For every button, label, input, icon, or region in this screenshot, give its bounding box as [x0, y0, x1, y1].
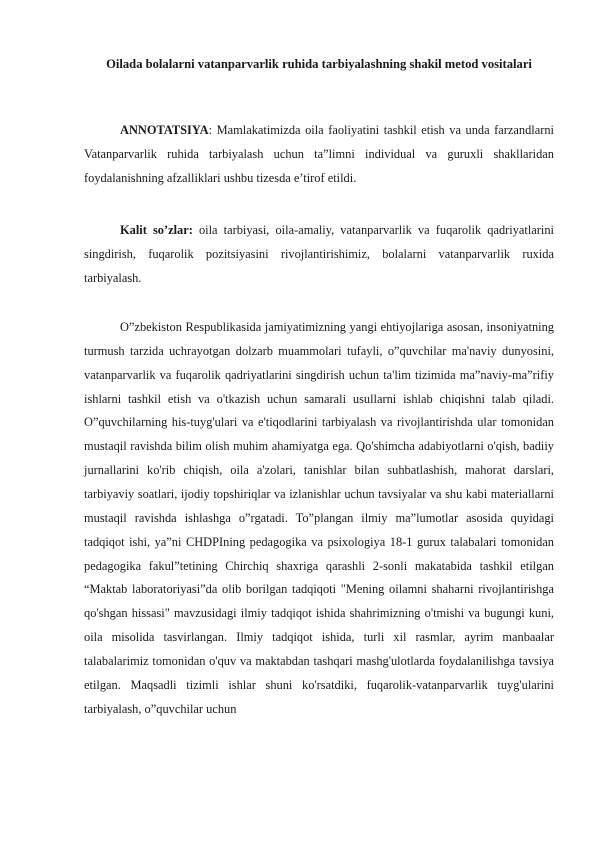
keywords-text: oila tarbiyasi, oila-amaliy, vatanparvarlik va fuqarolik qadriyatlarini singdirish, fuqarolik pozitsiyasini rivojlantirishimiz, bolalarni vatanparvarlik ruxida tarbiyalash. — [84, 223, 555, 286]
abstract-text: : Mamlakatimizda oila faoliyatini tashkil etish va unda farzandlarni Vatanparvarlik ruhida tarbiyalash uchun ta”limni individual va guruxli shakllaridan foydalanishning afzalliklari ushbu tizesda e’tirof etildi. — [84, 123, 554, 186]
body-section — [84, 316, 554, 722]
keywords-label: Kalit so’zlar: — [120, 223, 193, 237]
keywords-paragraph — [84, 218, 554, 290]
abstract-paragraph — [84, 118, 554, 190]
abstract-section — [84, 118, 554, 190]
keywords-section — [84, 218, 554, 290]
body-paragraph: O”zbekiston Respublikasida jamiyatimizning yangi ehtiyojlariga asosan, insoniyatning turmush tarzida uchrayotgan dolzarb muammolari tufayli, o”quvchilar ma'naviy dunyosini, vatanparvarlik va fuqarolik qadriyatlarini singdirish uchun ta'lim tizimida ma”naviy-ma”rifiy ishlarni tashkil etish va o'tkazish uchun samarali usullarni ishlab chiqishni talab qiladi. O”quvchilarning his-tuyg'ulari va e'tiqodlarini tarbiyalash va rivojlantirishda ular tomonidan mustaqil ravishda bilim olish muhim ahamiyatga ega. Qo'shimcha adabiyotlarni o'qish, badiiy jurnallarini ko'rib chiqish, oila a'zolari, tanishlar bilan suhbatlashish, mahorat darslari, tarbiyaviy soatlari, ijodiy topshiriqlar va izlanishlar uchun tavsiyalar va shu kabi materiallarni mustaqil ravishda ishlashga o”rgatadi. To”plangan ilmiy ma”lumotlar asosida quyidagi tadqiqot ishi, ya”ni CHDPIning pedagogika va psixologiya 18-1 gurux talabalari tomonidan pedagogika fakul”tetining Chirchiq shaxriga qarashli 2-sonli makatabida tashkil etilgan “Maktab laboratoriyasi”da olib borilgan tadqiqoti "Mening oilamni shaharni rivojlantirishga qo'shgan hissasi" mavzusidagi ilmiy tadqiqot ishida shahrimizning o'tmishi va bugungi kuni, oila misolida tasvirlangan. Ilmiy tadqiqot ishida, turli xil rasmlar, ayrim manbaalar talabalarimiz tomonidan o'quv va maktabdan tashqari mashg'ulotlarda foydalanilishga tavsiya etilgan. Maqsadli tizimli ishlar shuni ko'rsatdiki, fuqarolik-vatanparvarlik tuyg'ularini tarbiyalash, o”quvchilar uchun — [84, 320, 554, 716]
abstract-label: ANNOTATSIYA — [120, 123, 209, 137]
document-title: Oilada bolalarni vatanparvarlik ruhida tarbiyalashning shakil metod vositalari — [106, 57, 532, 71]
